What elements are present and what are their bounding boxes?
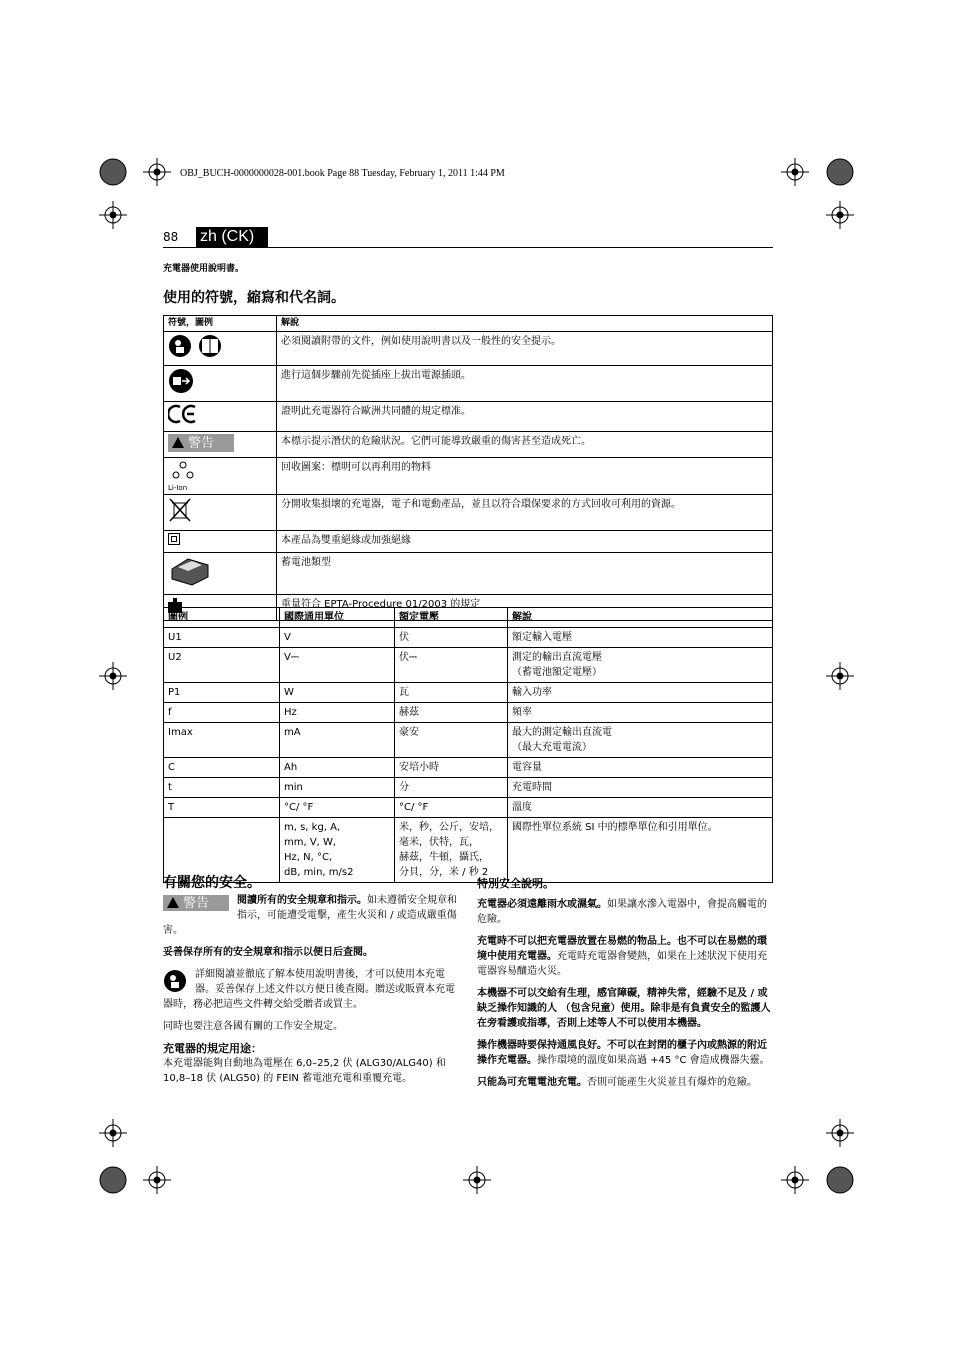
- table-cell: 豪安: [395, 723, 508, 758]
- section-title-symbols: 使用的符號，縮寫和代名詞。: [163, 290, 345, 306]
- li-ion-label: Li-Ion: [168, 484, 188, 492]
- safety-item-text: 充電時充電器會變熱，如果在上述狀況下使用充電器容易釀造火災。: [477, 951, 767, 977]
- table-row: [164, 366, 773, 402]
- table-cell: 伏: [395, 628, 508, 648]
- units-table-body: [164, 628, 773, 883]
- usage-title: 充電器的規定用途：: [163, 1042, 262, 1055]
- table-cell: [164, 818, 280, 883]
- read-manual-paragraph: [163, 967, 459, 1012]
- safety-item-text: 如果讓水滲入電器中，會提高觸電的危險。: [477, 899, 767, 925]
- battery-type-icon: [168, 555, 212, 587]
- table-row: [164, 332, 773, 366]
- unplug-icon: [168, 368, 194, 394]
- symbol-description: 重量符合 EPTA-Procedure 01/2003 的規定: [277, 595, 773, 621]
- safety-item-bold: 本機器不可以交給有生理，感官障礙，精神失常，經驗不足及 / 或缺乏操作知識的人 （包含兒童）使用。除非是有負責安全的監護人在旁看護或指導，否則上述等人不可以使用本機器。: [477, 988, 771, 1029]
- table-cell: Ah: [280, 758, 395, 778]
- table-cell: 赫茲: [395, 703, 508, 723]
- warning-paragraph: [163, 893, 459, 938]
- table-cell: 溫度: [508, 798, 773, 818]
- warning-label-icon: [163, 895, 229, 911]
- doc-subtitle: 充電器使用說明書。: [163, 264, 245, 274]
- symbol-description: 本產品為雙重絕緣或加強絕緣: [277, 531, 773, 553]
- safety-item-bold: 操作機器時要保持通風良好。不可以在封閉的櫃子內或熱源的附近操作充電器。: [477, 1040, 767, 1066]
- table-header-cell: 圖例: [164, 608, 280, 628]
- warning-bold-text: 閱讀所有的安全規章和指示。: [237, 895, 367, 906]
- symbol-description: 必須閱讀附帶的文件，例如使用說明書以及一般性的安全提示。: [277, 332, 773, 366]
- header-rule: [163, 247, 773, 248]
- table-header-cell: 額定電壓: [395, 608, 508, 628]
- table-row: [164, 458, 773, 495]
- symbol-cell: [164, 332, 277, 366]
- table-row: [164, 818, 773, 883]
- table-cell: 頻率: [508, 703, 773, 723]
- symbol-cell: [164, 458, 277, 495]
- warning-label-text: 警告: [183, 895, 210, 910]
- language-badge: zh (CK): [196, 227, 268, 247]
- symbol-cell: [164, 402, 277, 432]
- table-cell: Hz: [280, 703, 395, 723]
- safety-item-text: 否則可能產生火災並且有爆炸的危險。: [587, 1077, 757, 1088]
- symbol-cell: [164, 366, 277, 402]
- table-header-cell: 解說: [508, 608, 773, 628]
- right-column: [477, 876, 773, 1097]
- safety-title: 有關您的安全。: [163, 875, 261, 891]
- table-row: [164, 758, 773, 778]
- special-safety-title: 特別安全說明。: [477, 877, 554, 890]
- table-cell: V: [280, 628, 395, 648]
- warning-text: 如未遵循安全規章和指示，可能遭受電擊，產生火災和 / 或造成嚴重傷害。: [163, 895, 457, 936]
- keep-instructions-text: 妥善保存所有的安全規章和指示以便日后查閱。: [163, 947, 373, 958]
- table-header-row: [164, 608, 773, 628]
- table-cell: 輸入功率: [508, 683, 773, 703]
- table-cell: 測定的輸出直流電壓 （蓄電池額定電壓）: [508, 648, 773, 683]
- symbols-table: [163, 315, 773, 621]
- table-cell: P1: [164, 683, 280, 703]
- table-header-cell: 國際通用單位: [280, 608, 395, 628]
- table-cell: 瓦: [395, 683, 508, 703]
- table-row: [164, 723, 773, 758]
- symbol-description: 分開收集損壞的充電器，電子和電動產品，並且以符合環保要求的方式回收可利用的資源。: [277, 495, 773, 531]
- table-cell: 最大的測定輸出直流電 （最大充電電流）: [508, 723, 773, 758]
- table-row: [164, 628, 773, 648]
- table-cell: 額定輸入電壓: [508, 628, 773, 648]
- usage-text: 本充電器能夠自動地為電壓在 6,0–25,2 伏 (ALG30/ALG40) 和 10,8–18 伏 (ALG50) 的 FEIN 蓄電池充電和重覆充電。: [163, 1058, 446, 1084]
- table-row: [164, 402, 773, 432]
- table-row: [164, 648, 773, 683]
- table-row: [164, 778, 773, 798]
- symbol-cell: [164, 531, 277, 553]
- safety-item: [477, 934, 773, 979]
- table-cell: 伏⎓: [395, 648, 508, 683]
- table-cell: 米，秒，公斤，安培， 毫米，伏特，瓦， 赫茲，牛頓，攝氏， 分貝，分，米 / 秒 2: [395, 818, 508, 883]
- table-row: [164, 703, 773, 723]
- safety-item-bold: 充電時不可以把充電器放置在易燃的物品上。也不可以在易燃的環境中使用充電器。: [477, 936, 767, 962]
- table-cell: U1: [164, 628, 280, 648]
- units-table: [163, 607, 773, 883]
- table-cell: 電容量: [508, 758, 773, 778]
- read-manual-text: 詳細閱讀並徹底了解本使用說明書後，才可以使用本充電器。妥善保存上述文件以方便日後查閱。贈送或販賣本充電器時，務必把這些文件轉交給受贈者或買主。: [163, 969, 455, 1010]
- symbol-description: 進行這個步驟前先從插座上拔出電源插頭。: [277, 366, 773, 402]
- table-cell: V⎓: [280, 648, 395, 683]
- warning-triangle-icon: [172, 437, 184, 448]
- safety-item: [477, 897, 773, 927]
- safety-item-text: 操作環境的溫度如果高過 +45 °C 會造成機器失靈。: [537, 1055, 770, 1066]
- warning-triangle-icon: [167, 897, 179, 908]
- table-cell: t: [164, 778, 280, 798]
- safety-item: [477, 986, 773, 1031]
- special-safety-list: [477, 897, 773, 1090]
- table-row: [164, 432, 773, 458]
- table-cell: T: [164, 798, 280, 818]
- read-manual-icon: [163, 969, 187, 993]
- table-row: [164, 683, 773, 703]
- table-header-cell: 解說: [277, 316, 773, 332]
- safety-item: [477, 1075, 773, 1090]
- safety-item-bold: 只能為可充電電池充電。: [477, 1077, 587, 1088]
- table-cell: W: [280, 683, 395, 703]
- warning-label-text: 警告: [188, 435, 215, 450]
- safety-item: [477, 1038, 773, 1068]
- table-cell: 國際性單位系統 SI 中的標準單位和引用單位。: [508, 818, 773, 883]
- table-cell: °C/ °F: [280, 798, 395, 818]
- symbol-description: 證明此充電器符合歐洲共同體的規定標准。: [277, 402, 773, 432]
- table-cell: Imax: [164, 723, 280, 758]
- table-cell: 充電時間: [508, 778, 773, 798]
- table-row: [164, 531, 773, 553]
- table-cell: 安培小時: [395, 758, 508, 778]
- table-cell: m, s, kg, A, mm, V, W, Hz, N, °C, dB, min, m/s2: [280, 818, 395, 883]
- table-row: [164, 553, 773, 595]
- table-row: [164, 495, 773, 531]
- ce-mark-icon: [168, 404, 198, 424]
- left-column: [163, 876, 459, 1093]
- warning-label-icon: [168, 434, 234, 452]
- table-cell: min: [280, 778, 395, 798]
- table-cell: °C/ °F: [395, 798, 508, 818]
- symbol-description: 本標示提示潛伏的危險狀況。它們可能導致嚴重的傷害甚至造成死亡。: [277, 432, 773, 458]
- symbol-cell: [164, 432, 277, 458]
- safety-item-bold: 充電器必須遠離雨水或濕氣。: [477, 899, 607, 910]
- table-cell: mA: [280, 723, 395, 758]
- symbol-description: 蓄電池類型: [277, 553, 773, 595]
- table-row: [164, 798, 773, 818]
- table-header-cell: 符號，圖例: [164, 316, 277, 332]
- table-header-row: [164, 316, 773, 332]
- read-manual-icon: [168, 334, 224, 358]
- symbol-description: 回收圖案：標明可以再利用的物料: [277, 458, 773, 495]
- table-cell: f: [164, 703, 280, 723]
- note-text: 同時也要注意各國有關的工作安全規定。: [163, 1021, 343, 1032]
- crossed-bin-icon: [168, 497, 192, 523]
- page-number: 88: [163, 230, 179, 244]
- recycle-li-ion-icon: [168, 460, 198, 482]
- book-header: OBJ_BUCH-0000000028-001.book Page 88 Tuesday, February 1, 2011 1:44 PM: [180, 168, 505, 179]
- table-cell: U2: [164, 648, 280, 683]
- double-insulation-icon: [168, 533, 180, 545]
- table-cell: 分: [395, 778, 508, 798]
- table-cell: C: [164, 758, 280, 778]
- symbol-cell: [164, 553, 277, 595]
- symbol-cell: [164, 495, 277, 531]
